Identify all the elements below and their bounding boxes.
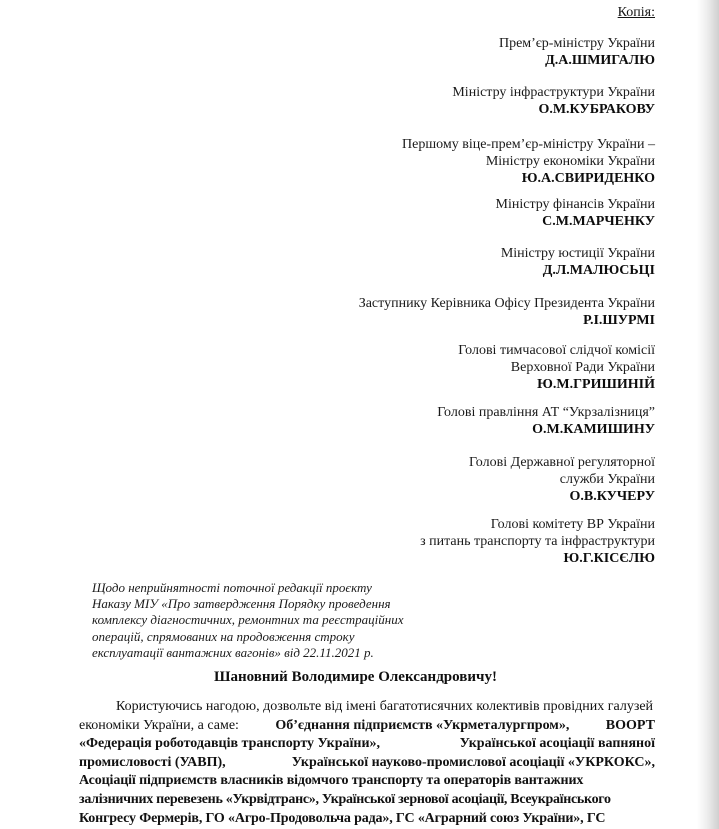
body-line: Асоціації підприємств власників відомчого транспорту та операторів вантажних (79, 773, 584, 789)
recipient-position: Заступнику Керівника Офісу Президента України (358, 296, 655, 311)
recipient-transport-committee (420, 516, 655, 568)
recipient-finance-minister (496, 196, 655, 231)
copy-label: Копія: (617, 5, 655, 20)
body-line: Конгресу Фермерів, ГО «Агро-Продовольча рада», ГС «Аграрний союз України», ГС (79, 810, 606, 826)
recipient-position: Прем’єр-міністру України (498, 36, 655, 51)
recipient-position: Першому віце-прем’єр-міністру України – (402, 137, 655, 152)
body-text: промисловості (УАВП), (79, 754, 226, 770)
recipient-investigative-commission (458, 342, 655, 394)
recipient-position: Міністру економіки України (485, 154, 655, 169)
recipient-position: Верховної Ради України (510, 360, 655, 375)
recipient-name: Д.А.ШМИГАЛЮ (545, 53, 655, 68)
recipient-position: з питань транспорту та інфраструктури (420, 534, 655, 549)
recipient-name: Ю.М.ГРИШИНІЙ (537, 377, 655, 392)
recipient-name: Ю.Г.КІСЄЛЮ (563, 551, 655, 566)
recipient-name: О.М.КУБРАКОВУ (538, 102, 655, 117)
page-edge-shadow (697, 0, 719, 829)
recipient-regulatory-service (469, 454, 655, 506)
recipient-pm (499, 35, 655, 70)
recipient-name: С.М.МАРЧЕНКУ (542, 214, 655, 229)
body-line: Користуючись нагодою, дозвольте від імені багатотисячних колективів провідних галузей (116, 699, 654, 714)
subject-block (92, 580, 422, 661)
body-line: залізничних перевезень «Укрвідтранс», Української зернової асоціації, Всеукраїнського (79, 791, 611, 807)
body-line (79, 754, 655, 773)
body-text: Української науково-промислової асоціації «УКРКОКС», (291, 754, 655, 770)
subject-line: комплексу діагностичних, ремонтних та реєстраційних (92, 612, 404, 628)
subject-line: операцій, спрямованих на продовження строку (92, 628, 355, 644)
recipient-name: Ю.А.СВИРИДЕНКО (521, 171, 655, 186)
letter-body (79, 698, 655, 828)
body-line (79, 735, 655, 754)
recipient-position: Міністру фінансів України (495, 197, 655, 212)
recipient-position: Голові Державної регуляторної (468, 455, 655, 470)
recipient-position: Голові правління АТ “Укрзалізниця” (437, 405, 655, 420)
recipient-name: Д.Л.МАЛЮСЬЦІ (542, 263, 655, 278)
body-text: Української асоціації вапняної (459, 736, 655, 752)
subject-line: Щодо неприйнятності поточної редакції проєкту (92, 580, 372, 595)
recipient-position: Міністру юстиції України (500, 246, 655, 261)
recipient-name: О.М.КАМИШИНУ (532, 422, 655, 437)
subject-line: Наказу МІУ «Про затвердження Порядку проведення (92, 596, 391, 612)
body-line (79, 717, 655, 736)
recipient-name: Р.І.ШУРМІ (583, 313, 655, 328)
salutation: Шановний Володимире Олександровичу! (214, 669, 497, 685)
body-text: ВООРТ (605, 717, 655, 733)
recipient-name: О.В.КУЧЕРУ (569, 489, 655, 504)
recipient-position: Голові тимчасової слідчої комісії (458, 343, 655, 358)
recipient-position: Міністру інфраструктури України (452, 85, 655, 100)
body-text: економіки України, а саме: (79, 717, 239, 733)
body-text: «Федерація роботодавців транспорту України», (79, 736, 381, 752)
recipient-ukrzaliznytsia (437, 404, 655, 439)
recipient-infrastructure-minister (452, 84, 655, 119)
recipient-president-office-deputy (359, 295, 655, 330)
recipient-position: Голові комітету ВР України (490, 517, 655, 532)
subject-line: експлуатації вантажних вагонів» від 22.11.2021 р. (92, 644, 374, 660)
recipient-position: служби України (559, 472, 655, 487)
body-text: Об’єднання підприємств «Укрметалургпром», (275, 717, 570, 733)
recipient-first-vice-pm (402, 136, 655, 188)
recipient-justice-minister (501, 245, 655, 280)
